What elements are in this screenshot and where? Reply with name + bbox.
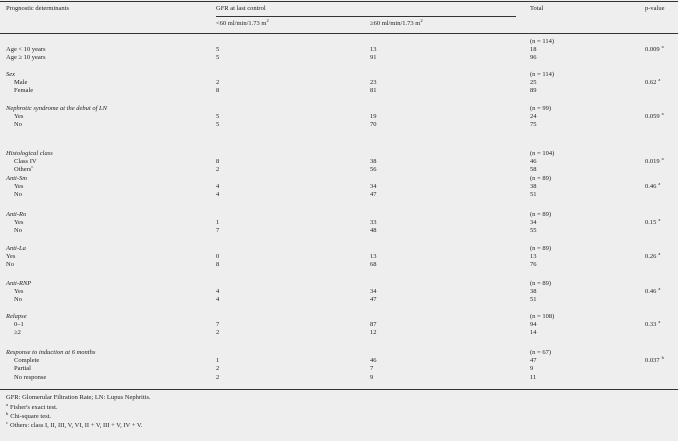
header-bottom-rule (0, 33, 678, 34)
cell-gfr-ge-60: 56 (370, 166, 377, 174)
cell-gfr-ge-60: 70 (370, 121, 377, 129)
cell-total: 47 (530, 357, 537, 365)
section-total-n: (n = 108) (530, 313, 555, 320)
row-label: Male (14, 79, 28, 87)
section-title: Relapse (6, 313, 27, 320)
cell-total: 25 (530, 79, 537, 87)
cell-p-value: 0.15 $^a$ (645, 217, 661, 227)
footnote-b: $^b$ Chi-square test. (6, 410, 52, 420)
cell-total: 46 (530, 158, 537, 166)
section-title: Sex (6, 71, 16, 78)
cell-gfr-ge-60: 47 (370, 296, 377, 304)
header-gfr-lt-60: <60 ml/min/1.73 $m^2$ (216, 17, 269, 27)
cell-gfr-ge-60: 47 (370, 191, 377, 199)
cell-gfr-lt-60: 2 (216, 365, 220, 373)
cell-gfr-lt-60: 2 (216, 166, 220, 174)
cell-p-value: 0.019 $^a$ (645, 156, 664, 166)
cell-gfr-ge-60: 87 (370, 321, 377, 329)
cell-gfr-ge-60: 9 (370, 373, 374, 381)
row-label: Yes (14, 219, 24, 227)
header-prognostic-determinants: Prognostic determinants (6, 5, 70, 12)
cell-gfr-ge-60: 13 (370, 253, 377, 261)
cell-gfr-lt-60: 4 (216, 191, 220, 199)
row-label: 0–1 (14, 321, 24, 329)
row-label: No response (14, 373, 47, 381)
row-label: Yes (14, 183, 24, 191)
cell-gfr-lt-60: 7 (216, 227, 220, 235)
cell-gfr-ge-60: 34 (370, 288, 377, 296)
row-label: ≥2 (14, 329, 21, 337)
cell-gfr-ge-60: 33 (370, 219, 377, 227)
header-p-value: p-value (645, 5, 665, 12)
cell-gfr-lt-60: 8 (216, 158, 220, 166)
cell-total: 38 (530, 288, 537, 296)
cell-gfr-lt-60: 5 (216, 46, 220, 54)
cell-total: 89 (530, 87, 537, 95)
footnote-a: $^a$ Fisher's exact test. (6, 401, 58, 411)
cell-gfr-lt-60: 8 (216, 87, 220, 95)
cell-gfr-lt-60: 5 (216, 113, 220, 121)
cell-gfr-lt-60: 5 (216, 121, 220, 129)
cell-gfr-ge-60: 91 (370, 54, 377, 62)
row-label: No (14, 191, 22, 199)
row-label: Partial (14, 365, 31, 373)
cell-gfr-ge-60: 48 (370, 227, 377, 235)
section-total-n: (n = 89) (530, 175, 551, 182)
cell-total: 75 (530, 121, 537, 129)
cell-gfr-lt-60: 5 (216, 54, 220, 62)
cell-gfr-lt-60: 8 (216, 261, 220, 269)
cell-total: 24 (530, 113, 537, 121)
row-label: No (14, 227, 22, 235)
cell-total: 18 (530, 46, 537, 54)
section-total-n: (n = 67) (530, 349, 551, 356)
cell-total: 9 (530, 365, 534, 373)
cell-p-value: 0.059 $^a$ (645, 111, 664, 121)
footnote-abbreviations: GFR: Glomerular Filtration Rate; LN: Lupus Nephritis. (6, 394, 151, 401)
cell-p-value: 0.009 $^a$ (645, 44, 664, 54)
row-label: No (14, 296, 22, 304)
cell-total: 14 (530, 329, 537, 337)
cell-gfr-ge-60: 38 (370, 158, 377, 166)
header-total: Total (530, 5, 544, 12)
cell-gfr-lt-60: 4 (216, 296, 220, 304)
section-title: Nephrotic syndrome at the debut of LN (6, 105, 107, 112)
cell-gfr-ge-60: 13 (370, 46, 377, 54)
cell-gfr-ge-60: 19 (370, 113, 377, 121)
cell-gfr-lt-60: 7 (216, 321, 220, 329)
cell-total: 96 (530, 54, 537, 62)
row-label: Others$^c$ (14, 164, 34, 174)
cell-gfr-lt-60: 1 (216, 357, 220, 365)
header-gfr-ge-60: ≥60 ml/min/1.73 $m^2$ (370, 17, 423, 27)
cell-p-value: 0.26 $^a$ (645, 251, 661, 261)
cell-gfr-lt-60: 4 (216, 183, 220, 191)
section-total-n: (n = 89) (530, 211, 551, 218)
cell-total: 55 (530, 227, 537, 235)
section-title: Anti-La (6, 245, 26, 252)
row-label: Yes (14, 288, 24, 296)
footnote-c: $^c$ Others: class I, II, III, V, VI, II + V, III + V, IV + V. (6, 419, 143, 429)
cell-gfr-ge-60: 46 (370, 357, 377, 365)
row-label: Complete (14, 357, 40, 365)
cell-p-value: 0.62 $^a$ (645, 77, 661, 87)
cell-gfr-ge-60: 68 (370, 261, 377, 269)
section-title: Anti-Ro (6, 211, 27, 218)
cell-gfr-lt-60: 4 (216, 288, 220, 296)
cell-total: 76 (530, 261, 537, 269)
row-label: Age < 10 years (6, 46, 46, 54)
cell-total: 51 (530, 191, 537, 199)
cell-total: 38 (530, 183, 537, 191)
row-label: Female (14, 87, 34, 95)
section-title: Anti-Sm (6, 175, 27, 182)
row-label: Yes (6, 253, 16, 261)
section-total-n: (n = 99) (530, 105, 551, 112)
header-gfr-at-last-control: GFR at last control (216, 5, 266, 12)
cell-total: 34 (530, 219, 537, 227)
cell-gfr-ge-60: 12 (370, 329, 377, 337)
row-label: Class IV (14, 158, 37, 166)
cell-total: 13 (530, 253, 537, 261)
section-total-n: (n = 89) (530, 245, 551, 252)
section-title: Anti-RNP (6, 280, 32, 287)
cell-p-value: 0.037 $^b$ (645, 355, 664, 365)
cell-total: 94 (530, 321, 537, 329)
cell-gfr-ge-60: 7 (370, 365, 374, 373)
top-rule (0, 1, 678, 2)
cell-gfr-ge-60: 23 (370, 79, 377, 87)
cell-total: 58 (530, 166, 537, 174)
table-bottom-rule (0, 389, 678, 390)
cell-gfr-ge-60: 34 (370, 183, 377, 191)
section-title: Histological class (6, 150, 53, 157)
section-total-n: (n = 104) (530, 150, 555, 157)
cell-gfr-lt-60: 2 (216, 329, 220, 337)
cell-p-value: 0.33 $^a$ (645, 319, 661, 329)
row-label: No (14, 121, 22, 129)
cell-p-value: 0.46 $^a$ (645, 286, 661, 296)
section-total-n: (n = 114) (530, 71, 555, 78)
row-label: Age ≥ 10 years (6, 54, 46, 62)
cell-gfr-ge-60: 81 (370, 87, 377, 95)
cell-gfr-lt-60: 2 (216, 79, 220, 87)
row-label: Yes (14, 113, 24, 121)
cell-total: 51 (530, 296, 537, 304)
section-total-n: (n = 114) (530, 38, 555, 45)
cell-total: 11 (530, 373, 537, 381)
cell-gfr-lt-60: 1 (216, 219, 220, 227)
cell-gfr-lt-60: 0 (216, 253, 220, 261)
gfr-span-rule (216, 16, 516, 17)
cell-p-value: 0.46 $^a$ (645, 181, 661, 191)
cell-gfr-lt-60: 2 (216, 373, 220, 381)
row-label: No (6, 261, 14, 269)
section-title: Response to induction at 6 months (6, 349, 96, 356)
section-total-n: (n = 89) (530, 280, 551, 287)
